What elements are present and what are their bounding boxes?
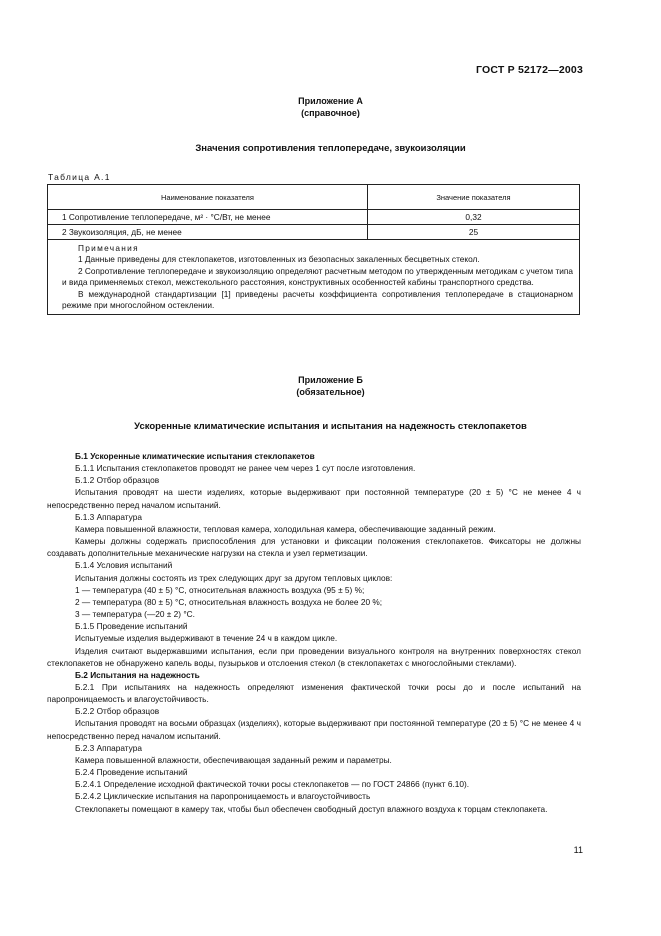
body-paragraph: Б.2.1 При испытаниях на надежность определяют изменения фактической точки росы до и после испытаний на паропроницаемость и влагоустойчивость. [47, 681, 581, 705]
body-paragraph: Испытания должны состоять из трех следующих друг за другом тепловых циклов: [75, 572, 393, 583]
appendix-a-title: Значения сопротивления теплопередаче, звукоизоляции [195, 143, 466, 154]
body-paragraph: Б.1.4 Условия испытаний [75, 560, 173, 571]
body-paragraph: Б.1.2 Отбор образцов [75, 475, 160, 486]
table-cell-value: 25 [468, 227, 479, 237]
notes-title: Примечания [78, 243, 139, 253]
body-paragraph: Б.2.4 Проведение испытаний [75, 767, 188, 778]
table-header-name: Наименование показателя [48, 185, 368, 209]
body-paragraph: Камера повышенной влажности, обеспечивающая заданный режим и параметры. [75, 754, 392, 765]
table-header-row [48, 185, 579, 210]
table-label: Таблица А.1 [48, 172, 111, 182]
note-item: В международной стандартизации [1] приведены расчеты коэффициента сопротивления теплопередаче в стационарном режиме при многослойном остеклении. [62, 288, 573, 311]
table-cell-name: 2 Звукоизоляция, дБ, не менее [48, 225, 368, 239]
page-number: 11 [573, 845, 583, 855]
body-paragraph: Б.2.4.2 Циклические испытания на паропроницаемость и влагоустойчивость [75, 791, 371, 802]
section-heading: Б.1 Ускоренные климатические испытания стеклопакетов [75, 451, 315, 461]
table-header-value: Значение показателя [436, 192, 511, 202]
standard-code: ГОСТ Р 52172—2003 [475, 64, 583, 76]
body-paragraph: Испытуемые изделия выдерживают в течение 24 ч в каждом цикле. [75, 633, 338, 644]
body-paragraph: Б.1.3 Аппаратура [75, 511, 142, 522]
appendix-a-status: (справочное) [301, 108, 360, 118]
body-paragraph: Стеклопакеты помещают в камеру так, чтобы был обеспечен свободный доступ влажного воздуха к торцам стеклопакета. [75, 803, 548, 814]
section-heading: Б.2 Испытания на надежность [75, 669, 200, 680]
table-cell-value: 0,32 [465, 212, 482, 222]
body-paragraph: Испытания проводят на шести изделиях, которые выдерживают при постоянной температуре (20 ± 5) °С не менее 4 ч непосредственно перед началом испытаний. [47, 487, 581, 510]
body-paragraph: Камера повышенной влажности, тепловая камера, холодильная камера, обеспечивающие заданный режим. [75, 523, 496, 534]
body-paragraph: Испытания проводят на восьми образцах (изделиях), которые выдерживают при постоянной температуре (20 ± 5) °С не менее 4 ч непосредственно перед началом испытаний. [47, 718, 581, 741]
body-paragraph: Б.2.4.1 Определение исходной фактической точки росы стеклопакетов — по ГОСТ 24866 (пункт 6.10). [75, 779, 470, 790]
appendix-b-status: (обязательное) [296, 387, 365, 397]
appendix-b-title: Ускоренные климатические испытания и испытания на надежность стеклопакетов [134, 421, 527, 432]
appendix-b-label: Приложение Б [298, 375, 363, 385]
appendix-a-heading [0, 95, 661, 119]
body-paragraph: Б.1.1 Испытания стеклопакетов проводят не ранее чем через 1 сут после изготовления. [75, 463, 416, 474]
body-paragraph: 2 — температура (80 ± 5) °С, относительная влажность воздуха не более 20 %; [75, 596, 383, 607]
body-paragraph: Изделия считают выдержавшими испытания, если при проведении визуального контроля на внутренних поверхностях стекол стеклопакетов не обнаружено капель воды, пузырьков и отслоения стекол (в стеклопакетах с многослойными стеклами). [47, 645, 581, 668]
appendix-b-body [47, 450, 581, 815]
body-paragraph: Б.2.2 Отбор образцов [75, 706, 160, 717]
appendix-b-heading [0, 374, 661, 398]
table-row [48, 225, 579, 240]
note-item: 2 Сопротивление теплопередаче и звукоизоляцию определяют расчетным методом по утвержденным методикам с учетом типа и вида применяемых стекол, межстекольного расстояния, конструктивных особенностей кабины транспортного средства. [62, 265, 573, 288]
table-notes [48, 240, 579, 314]
body-paragraph: 3 — температура (—20 ± 2) °С. [75, 609, 195, 620]
body-paragraph: Б.1.5 Проведение испытаний [75, 621, 188, 632]
body-paragraph: 1 — температура (40 ± 5) °С, относительная влажность воздуха (95 ± 5) %; [75, 584, 365, 595]
body-paragraph: Б.2.3 Аппаратура [75, 742, 142, 753]
table-row [48, 210, 579, 225]
table-cell-name: 1 Сопротивление теплопередаче, м² · °С/Вт, не менее [48, 210, 368, 224]
table-a1 [47, 184, 580, 315]
appendix-a-label: Приложение А [298, 96, 363, 106]
body-paragraph: Камеры должны содержать приспособления для установки и фиксации положения стеклопакетов. Фиксаторы не должны создавать дополнительные механические нагрузки на стекла и узел герметизации. [47, 536, 581, 559]
note-item: 1 Данные приведены для стеклопакетов, изготовленных из безопасных закаленных бесцветных стекол. [78, 254, 480, 265]
